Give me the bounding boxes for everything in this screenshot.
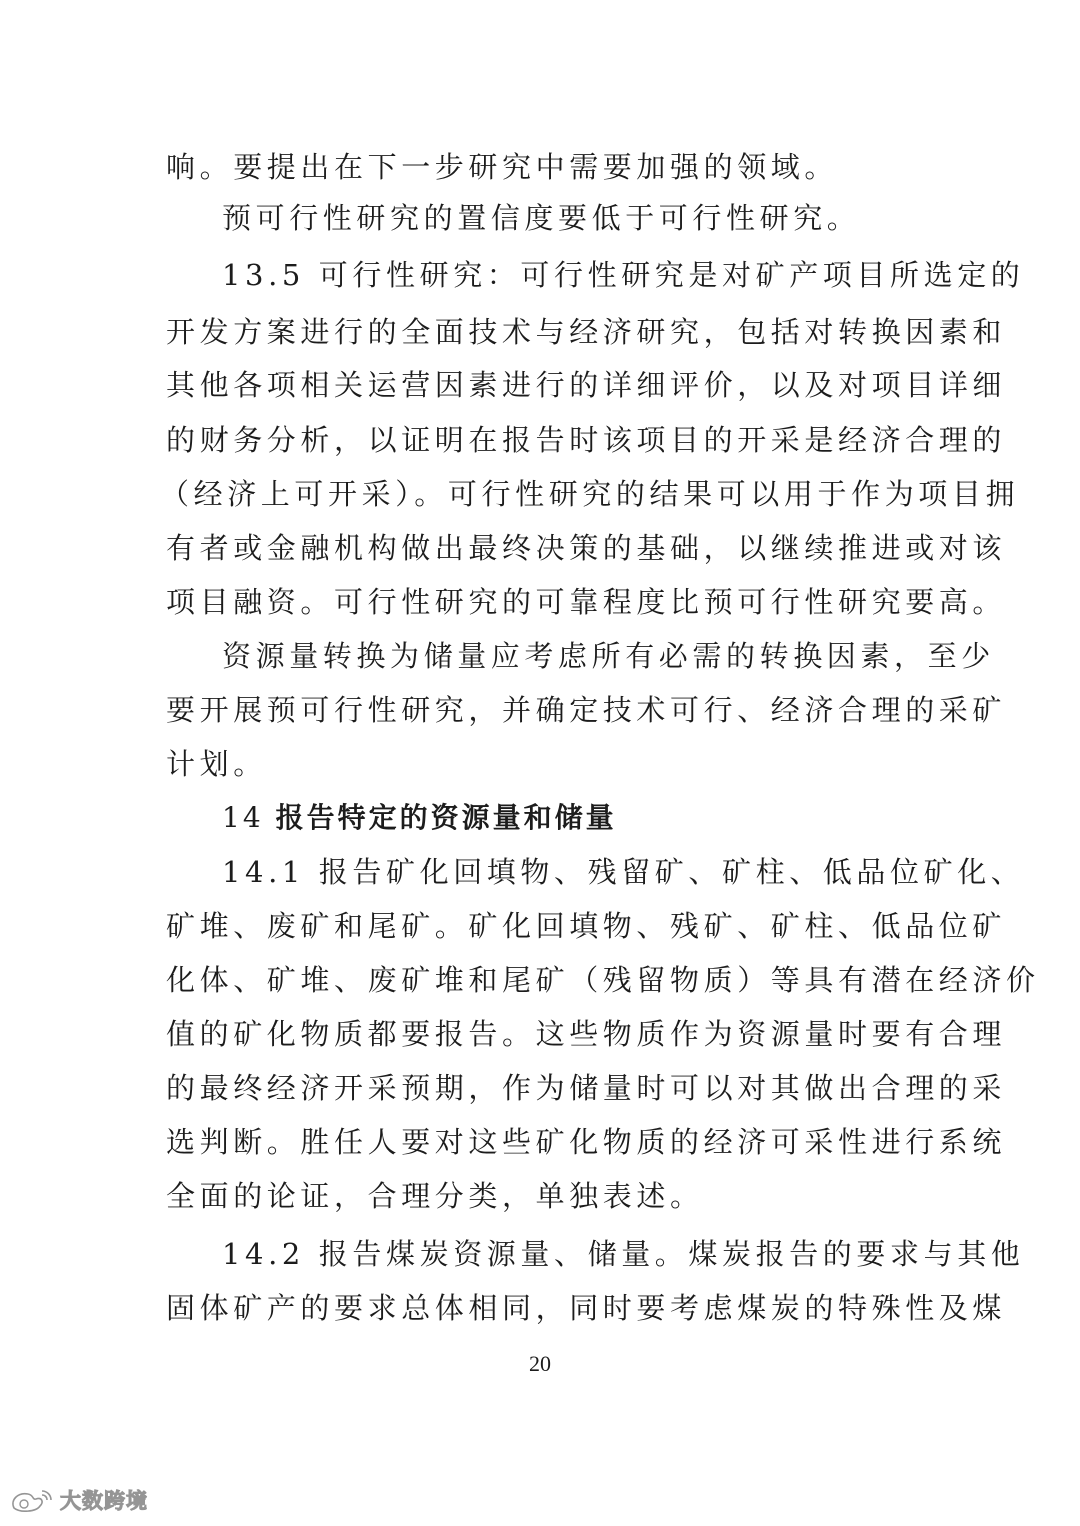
text-line: 14.2 报告煤炭资源量、储量。煤炭报告的要求与其他 [222, 1237, 1025, 1271]
text-line: 固体矿产的要求总体相同，同时要考虑煤炭的特殊性及煤 [166, 1291, 1007, 1325]
text-line: 14.1 报告矿化回填物、残留矿、矿柱、低品位矿化、 [222, 855, 1025, 889]
watermark [8, 1484, 148, 1516]
text-line: 的财务分析，以证明在报告时该项目的开采是经济合理的 [166, 423, 1007, 457]
section-title: 报告特定的资源量和储量 [275, 801, 617, 834]
text-line: 的最终经济开采预期，作为储量时可以对其做出合理的采 [166, 1071, 1007, 1105]
text-line: 选判断。胜任人要对这些矿化物质的经济可采性进行系统 [166, 1125, 1007, 1159]
text-line: 13.5 可行性研究：可行性研究是对矿产项目所选定的 [222, 258, 1025, 292]
text-line: 有者或金融机构做出最终决策的基础，以继续推进或对该 [166, 531, 1007, 565]
text-line: 计划。 [166, 747, 267, 781]
text-line: 资源量转换为储量应考虑所有必需的转换因素，至少 [222, 639, 995, 673]
text-line: 响。要提出在下一步研究中需要加强的领域。 [166, 150, 839, 184]
text-line: 要开展预可行性研究，并确定技术可行、经济合理的采矿 [166, 693, 1007, 727]
text-line: 矿堆、废矿和尾矿。矿化回填物、残矿、矿柱、低品位矿 [166, 909, 1007, 943]
weibo-logo-icon [8, 1486, 56, 1514]
text-line: 项目融资。可行性研究的可靠程度比预可行性研究要高。 [166, 585, 1007, 619]
section-number: 14 [222, 801, 264, 834]
text-line: 其他各项相关运营因素进行的详细评价，以及对项目详细 [166, 368, 1007, 402]
text-line: 开发方案进行的全面技术与经济研究，包括对转换因素和 [166, 315, 1007, 349]
text-line: 全面的论证，合理分类，单独表述。 [166, 1179, 704, 1213]
text-line: （经济上可开采）。可行性研究的结果可以用于作为项目拥 [160, 477, 1020, 511]
section-heading [222, 798, 617, 838]
text-line: 化体、矿堆、废矿堆和尾矿（残留物质）等具有潜在经济价 [166, 963, 1040, 997]
text-line: 值的矿化物质都要报告。这些物质作为资源量时要有合理 [166, 1017, 1007, 1051]
text-line: 预可行性研究的置信度要低于可行性研究。 [222, 201, 861, 235]
page-number: 20 [529, 1351, 551, 1376]
watermark-text: 大数跨境 [60, 1489, 148, 1513]
